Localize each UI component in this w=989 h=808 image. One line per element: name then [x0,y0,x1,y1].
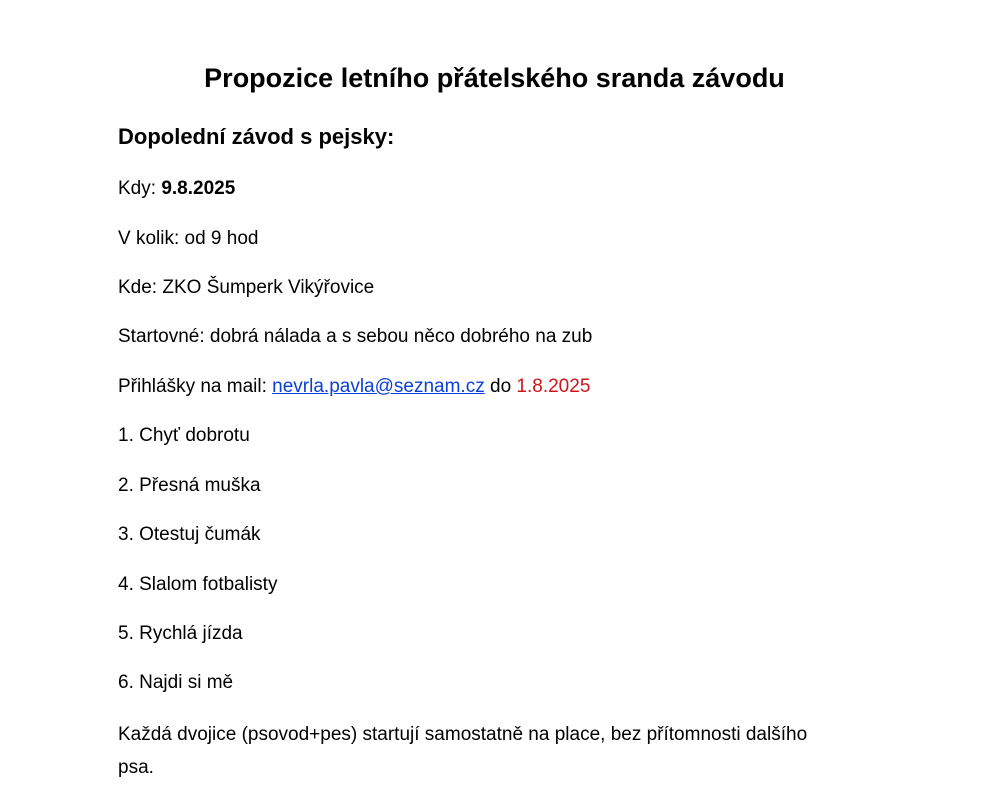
document-title: Propozice letního přátelského sranda závodu [204,63,785,93]
event-date-line [118,176,235,202]
section-heading: Dopolední závod s pejsky: [118,124,395,149]
registration-deadline: 1.8.2025 [516,376,591,397]
event-date-value: 9.8.2025 [161,178,236,199]
entry-fee-line: Startovné: dobrá nálada a s sebou něco dobrého na zub [118,326,593,347]
event-time-line: V kolik: od 9 hod [118,228,259,249]
registration-email-link[interactable]: nevrla.pavla@seznam.cz [272,376,485,397]
discipline-item: 1. Chyť dobrotu [118,425,250,446]
registration-prefix: Přihlášky na mail: [118,376,273,397]
discipline-item: 6. Najdi si mě [118,672,234,693]
event-place-line: Kde: ZKO Šumperk Vikýřovice [118,277,375,298]
discipline-item: 4. Slalom fotbalisty [118,574,278,595]
discipline-item: 2. Přesná muška [118,475,261,496]
rules-note: Každá dvojice (psovod+pes) startují samostatně na place, bez přítomnosti dalšího psa. [118,724,808,778]
registration-middle: do [484,376,517,397]
discipline-item: 5. Rychlá jízda [118,623,243,644]
discipline-item: 3. Otestuj čumák [118,524,261,545]
event-date-label: Kdy: [118,178,162,199]
registration-line [118,374,590,400]
